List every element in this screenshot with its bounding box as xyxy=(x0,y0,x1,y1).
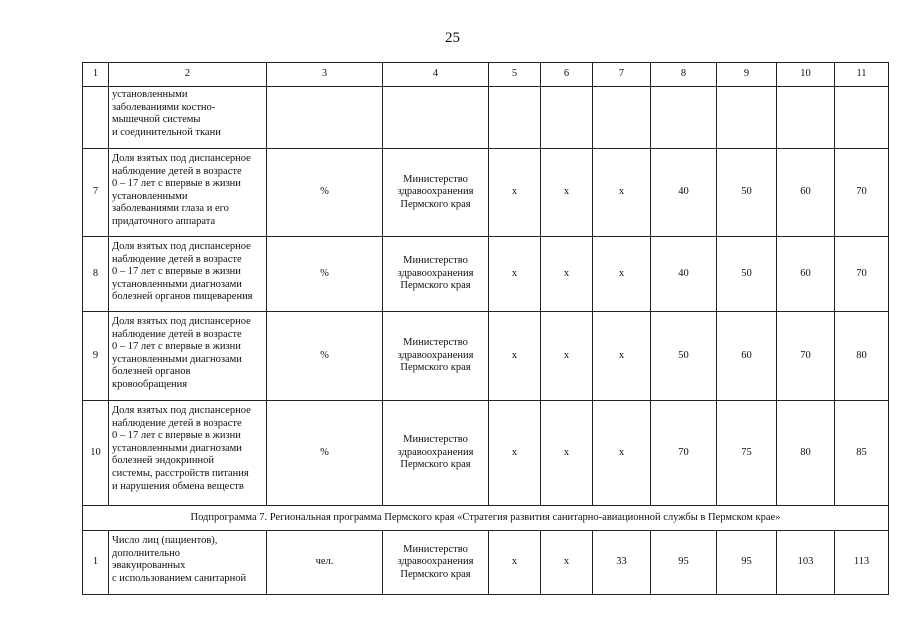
header-cell: 9 xyxy=(717,63,777,87)
indicator-name-cell-line: установленными xyxy=(112,190,188,202)
header-cell: 5 xyxy=(489,63,541,87)
value-cell: 95 xyxy=(651,531,717,595)
responsible-cell-line: здравоохранения xyxy=(397,267,474,279)
responsible-cell xyxy=(383,149,489,237)
responsible-cell xyxy=(383,87,489,149)
indicator-name-cell xyxy=(109,237,267,312)
responsible-cell-line: Пермского края xyxy=(400,568,471,580)
indicator-name-cell xyxy=(109,87,267,149)
indicator-name-cell-line: кровообращения xyxy=(112,378,188,390)
indicator-name-cell-line: установленными диагнозами xyxy=(112,278,242,290)
unit-cell xyxy=(267,87,383,149)
value-cell: х xyxy=(541,531,593,595)
indicator-name-cell-line: заболеваниями костно- xyxy=(112,101,216,113)
responsible-cell-line: Министерство xyxy=(403,337,468,349)
table-row xyxy=(83,87,889,149)
indicator-name-cell-line: болезней органов пищеварения xyxy=(112,291,253,303)
indicator-name-cell-line: заболеваниями глаза и его xyxy=(112,203,229,215)
responsible-cell-line: Министерство xyxy=(403,543,468,555)
value-cell xyxy=(593,87,651,149)
value-cell: х xyxy=(489,312,541,401)
value-cell: 40 xyxy=(651,149,717,237)
value-cell xyxy=(541,87,593,149)
indicator-name-cell-line: наблюдение детей в возрасте xyxy=(112,165,242,177)
header-cell: 11 xyxy=(835,63,889,87)
value-cell xyxy=(835,87,889,149)
subprogram-title: Подпрограмма 7. Региональная программа Пермского края «Стратегия развития санитарно-авиационной службы в Пермском крае» xyxy=(83,506,889,531)
unit-cell: % xyxy=(267,312,383,401)
table-row xyxy=(83,312,889,401)
responsible-cell-line: Пермского края xyxy=(400,362,471,374)
indicator-name-cell xyxy=(109,401,267,506)
value-cell: 80 xyxy=(835,312,889,401)
indicator-name-cell-line: 0 – 17 лет с впервые в жизни xyxy=(112,266,241,278)
value-cell: 60 xyxy=(777,149,835,237)
value-cell: 95 xyxy=(717,531,777,595)
value-cell: 70 xyxy=(777,312,835,401)
header-cell: 7 xyxy=(593,63,651,87)
value-cell: 103 xyxy=(777,531,835,595)
value-cell: 60 xyxy=(717,312,777,401)
value-cell: 75 xyxy=(717,401,777,506)
value-cell: х xyxy=(593,149,651,237)
indicator-name-cell-line: и нарушения обмена веществ xyxy=(112,480,244,492)
value-cell: х xyxy=(489,237,541,312)
indicator-name-cell xyxy=(109,149,267,237)
indicator-name-cell-line: установленными диагнозами xyxy=(112,353,242,365)
value-cell: 33 xyxy=(593,531,651,595)
value-cell: 70 xyxy=(835,237,889,312)
indicator-name-cell-line: Число лиц (пациентов), xyxy=(112,535,218,546)
indicator-name-cell-line: наблюдение детей в возрасте xyxy=(112,328,242,340)
value-cell: 50 xyxy=(717,149,777,237)
row-number-cell: 1 xyxy=(83,531,109,595)
indicator-name-cell-line: 0 – 17 лет с впервые в жизни xyxy=(112,430,241,442)
row-number-cell: 7 xyxy=(83,149,109,237)
indicator-name-cell-line: установленными диагнозами xyxy=(112,442,242,454)
value-cell: 85 xyxy=(835,401,889,506)
value-cell xyxy=(777,87,835,149)
value-cell: х xyxy=(541,237,593,312)
value-cell: 50 xyxy=(717,237,777,312)
indicator-name-cell-line: Доля взятых под диспансерное xyxy=(112,405,251,416)
indicators-table xyxy=(82,62,889,595)
value-cell: 70 xyxy=(835,149,889,237)
header-cell: 8 xyxy=(651,63,717,87)
indicator-name-cell-line: наблюдение детей в возрасте xyxy=(112,417,242,429)
responsible-cell xyxy=(383,401,489,506)
responsible-cell-line: Министерство xyxy=(403,173,468,185)
value-cell xyxy=(489,87,541,149)
unit-cell: % xyxy=(267,149,383,237)
indicator-name-cell-line: эвакуированных xyxy=(112,560,186,572)
row-number-cell xyxy=(83,87,109,149)
value-cell: х xyxy=(489,149,541,237)
indicator-name-cell-line: мышечной системы xyxy=(112,114,201,126)
indicator-name-cell-line: с использованием санитарной xyxy=(112,572,247,584)
indicator-name-cell-line: 0 – 17 лет с впервые в жизни xyxy=(112,341,241,353)
row-number-cell: 8 xyxy=(83,237,109,312)
responsible-cell-line: здравоохранения xyxy=(397,186,474,198)
page-number: 25 xyxy=(445,30,460,46)
indicator-name-cell-line: Доля взятых под диспансерное xyxy=(112,241,251,252)
header-cell: 3 xyxy=(267,63,383,87)
value-cell: 113 xyxy=(835,531,889,595)
indicator-name-cell xyxy=(109,531,267,595)
value-cell: 40 xyxy=(651,237,717,312)
table-row xyxy=(83,237,889,312)
value-cell xyxy=(717,87,777,149)
value-cell: х xyxy=(593,312,651,401)
value-cell: х xyxy=(541,401,593,506)
unit-cell: % xyxy=(267,401,383,506)
value-cell: х xyxy=(593,401,651,506)
value-cell: х xyxy=(593,237,651,312)
header-cell: 2 xyxy=(109,63,267,87)
value-cell xyxy=(651,87,717,149)
responsible-cell-line: Пермского края xyxy=(400,198,471,210)
header-cell: 1 xyxy=(83,63,109,87)
indicator-name-cell-line: установленными xyxy=(112,89,188,100)
unit-cell: чел. xyxy=(267,531,383,595)
value-cell: х xyxy=(541,149,593,237)
indicator-name-cell-line: наблюдение детей в возрасте xyxy=(112,253,242,265)
responsible-cell-line: Министерство xyxy=(403,434,468,446)
indicator-name-cell xyxy=(109,312,267,401)
responsible-cell-line: Пермского края xyxy=(400,280,471,292)
table-row xyxy=(83,401,889,506)
subprogram-row xyxy=(83,506,889,531)
responsible-cell xyxy=(383,531,489,595)
header-cell: 6 xyxy=(541,63,593,87)
value-cell: 50 xyxy=(651,312,717,401)
row-number-cell: 9 xyxy=(83,312,109,401)
responsible-cell-line: Министерство xyxy=(403,255,468,267)
header-cell: 10 xyxy=(777,63,835,87)
table-row xyxy=(83,531,889,595)
indicator-name-cell-line: Доля взятых под диспансерное xyxy=(112,153,251,164)
responsible-cell-line: здравоохранения xyxy=(397,349,474,361)
indicator-name-cell-line: болезней эндокринной xyxy=(112,455,214,467)
indicator-name-cell-line: придаточного аппарата xyxy=(112,215,216,227)
row-number-cell: 10 xyxy=(83,401,109,506)
responsible-cell-line: здравоохранения xyxy=(397,556,474,568)
indicator-name-cell-line: Доля взятых под диспансерное xyxy=(112,316,251,327)
table-body xyxy=(83,63,889,595)
responsible-cell-line: Пермского края xyxy=(400,459,471,471)
value-cell: х xyxy=(489,401,541,506)
responsible-cell xyxy=(383,237,489,312)
indicator-name-cell-line: системы, расстройств питания xyxy=(112,467,249,479)
header-row xyxy=(83,63,889,87)
indicator-name-cell-line: и соединительной ткани xyxy=(112,126,221,138)
unit-cell: % xyxy=(267,237,383,312)
table-row xyxy=(83,149,889,237)
value-cell: х xyxy=(541,312,593,401)
responsible-cell-line: здравоохранения xyxy=(397,446,474,458)
value-cell: 60 xyxy=(777,237,835,312)
responsible-cell xyxy=(383,312,489,401)
indicator-name-cell-line: дополнительно xyxy=(112,547,180,559)
indicator-name-cell-line: 0 – 17 лет с впервые в жизни xyxy=(112,178,241,190)
value-cell: х xyxy=(489,531,541,595)
value-cell: 70 xyxy=(651,401,717,506)
header-cell: 4 xyxy=(383,63,489,87)
value-cell: 80 xyxy=(777,401,835,506)
indicator-name-cell-line: болезней органов xyxy=(112,366,191,378)
